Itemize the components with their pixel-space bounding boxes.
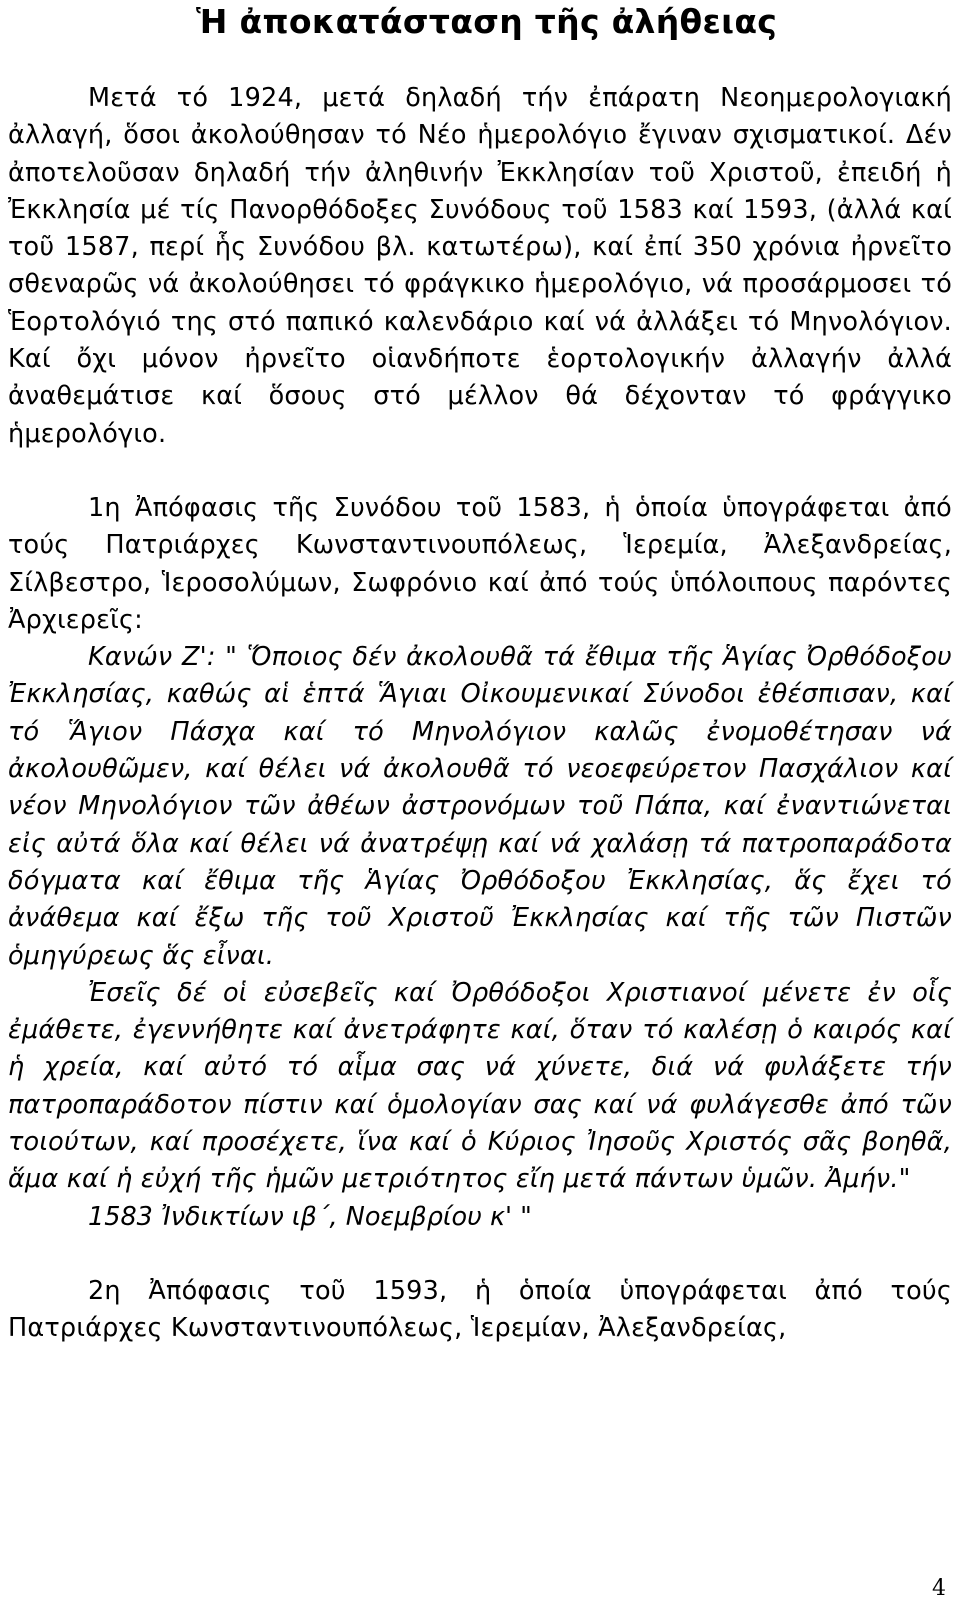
paragraph-first-decision: 1η Ἀπόφασις τῆς Συνόδου τοῦ 1583, ἡ ὁποία ὑπογράφεται ἀπό τούς Πατριάρχες Κωνσταντινουπόλεως, Ἱερεμία, Ἀλεξανδρείας, Σίλβεστρο, Ἱεροσολύμων, Σωφρόνιο καί ἀπό τούς ὑπόλοιπους παρόντες Ἀρχιερεῖς: (8, 492, 952, 635)
document-title: Ἡ ἀποκατάσταση τῆς ἀλήθειας (196, 2, 778, 41)
paragraph-second-decision: 2η Ἀπόφασις τοῦ 1593, ἡ ὁποία ὑπογράφεται ἀπό τούς Πατριάρχες Κωνσταντινουπόλεως, Ἱερεμίαν, Ἀλεξανδρείας, (8, 1275, 952, 1344)
canon-exhortation: Ἐσεῖς δέ οἱ εὐσεβεῖς καί Ὀρθόδοξοι Χριστιανοί μένετε ἐν οἷς ἐμάθετε, ἐγεννήθητε καί ἀνετράφητε καί, ὅταν τό καλέσῃ ὁ καιρός καί ἡ χρεία, καί αὐτό τό αἷμα σας νά χύνετε, διά νά φυλάξετε τήν πατροπαράδοτον πίστιν καί ὁμολογίαν σας καί νά φυλάγεσθε ἀπό τῶν τοιούτων, καί προσέχετε, ἵνα καί ὁ Κύριος Ἰησοῦς Χριστός σᾶς βοηθᾶ, ἅμα καί ἡ εὐχή τῆς ἡμῶν μετριότητος εἴη μετά πάντων ὑμῶν. Ἀμήν." (8, 977, 952, 1195)
paragraph-intro: Μετά τό 1924, μετά δηλαδή τήν ἐπάρατη Νεοημερολογιακή ἀλλαγή, ὅσοι ἀκολούθησαν τό Νέο ἡμερολόγιο ἔγιναν σχισματικοί. Δέν ἀποτελοῦσαν δηλαδή τήν ἀληθινήν Ἐκκλησίαν τοῦ Χριστοῦ, ἐπειδή ἡ Ἐκκλησία μέ τίς Πανορθόδοξες Συνόδους τοῦ 1583 καί 1593, (ἀλλά καί τοῦ 1587, περί ἧς Συνόδου βλ. κατωτέρω), καί ἐπί 350 χρόνια ἠρνεῖτο σθεναρῶς νά ἀκολούθησει τό φράγκικο ἡμερολόγιο, νά προσάρμοσει τό Ἑορτολόγιό της στό παπικό καλενδάριο καί νά ἀλλάξει τό Μηνολόγιον. Καί ὄχι μόνον ἠρνεῖτο οἱανδήποτε ἑορτολογικήν ἀλλαγήν ἀλλά ἀναθεμάτισε καί ὅσους στό μέλλον θά δέχονταν τό φράγγικο ἡμερολόγιο. (8, 83, 952, 449)
canon-date: 1583 Ἰνδικτίων ιβ΄, Νοεμβρίου κ' " (88, 1201, 532, 1232)
page-number: 4 (932, 1576, 946, 1601)
document-page (8, 0, 952, 1348)
canon-text: Κανών Ζ': " Ὅποιος δέν ἀκολουθᾶ τά ἔθιμα τῆς Ἁγίας Ὀρθόδοξου Ἐκκλησίας, καθώς αἱ ἑπτά Ἅγιαι Οἰκουμενικαί Σύνοδοι ἐθέσπισαν, καί τό Ἅγιον Πάσχα καί τό Μηνολόγιον καλῶς ἐνομοθέτησαν νά ἀκολουθῶμεν, καί θέλει νά ἀκολουθᾶ τό νεοεφεύρετον Πασχάλιον καί νέον Μηνολόγιον τῶν ἀθέων ἀστρονόμων τοῦ Πάπα, καί ἐναντιώνεται εἰς αὐτά ὅλα καί θέλει νά ἀνατρέψῃ καί νά χαλάσῃ τά πατροπαράδοτα δόγματα καί ἔθιμα τῆς Ἁγίας Ὀρθόδοξου Ἐκκλησίας, ἅς ἔχει τό ἀνάθεμα καί ἔξω τῆς τοῦ Χριστοῦ Ἐκκλησίας καί τῆς τῶν Πιστῶν ὁμηγύρεως ἅς εἶναι. (8, 642, 952, 971)
